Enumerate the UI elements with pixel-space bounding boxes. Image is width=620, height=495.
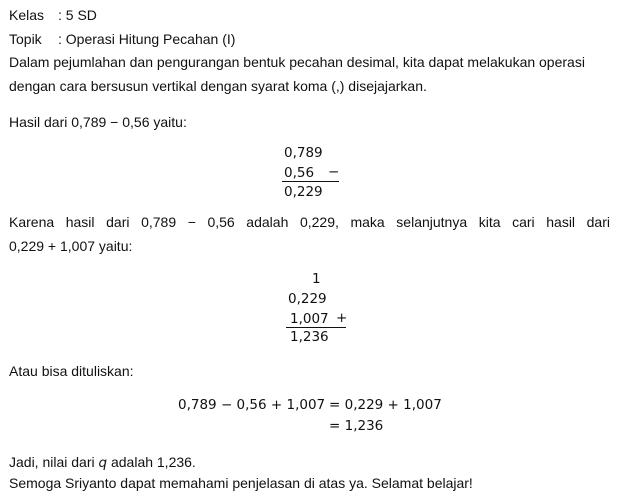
conclusion-prefix: Jadi, nilai dari <box>9 454 95 470</box>
intro-line-1: Dalam pejumlahan dan pengurangan bentuk pecahan desimal, kita dapat melakukan operasi <box>9 54 585 70</box>
topik-value: : Operasi Hitung Pecahan (I) <box>58 31 236 47</box>
step2-result: 1,236 <box>290 329 329 345</box>
step2-prompt-line-2: 0,229 + 1,007 yaitu: <box>9 238 133 254</box>
summary-line1-left: 0,789 − 0,56 + 1,007 <box>178 397 326 413</box>
conclusion-line-1 <box>9 453 196 472</box>
conclusion-variable: q <box>98 455 108 471</box>
kelas-value: : 5 SD <box>58 7 97 23</box>
step2-prompt-text: Karena hasil dari 0,789 − 0,56 adalah 0,229, maka selanjutnya kita cari hasil dari <box>9 214 610 230</box>
step2-bottom-number: 1,007 <box>290 311 329 327</box>
step1-minus-operator: − <box>328 164 340 180</box>
step1-bottom-number: 0,56 <box>284 165 315 181</box>
step2-carry: 1 <box>312 271 321 287</box>
intro-line-2: dengan cara bersusun vertikal dengan syarat koma (,) disejajarkan. <box>9 78 427 94</box>
conclusion-line-2: Semoga Sriyanto dapat memahami penjelasan di atas ya. Selamat belajar! <box>9 475 473 491</box>
step1-result: 0,229 <box>284 184 323 200</box>
conclusion-suffix: adalah 1,236. <box>110 454 196 470</box>
kelas-label: Kelas <box>9 7 45 23</box>
summary-intro: Atau bisa dituliskan: <box>9 363 134 379</box>
summary-line1-right: = 0,229 + 1,007 <box>329 397 442 413</box>
step2-top-number: 0,229 <box>288 291 327 307</box>
step1-top-number: 0,789 <box>284 145 323 161</box>
step2-plus-operator: + <box>336 310 348 326</box>
step1-prompt: Hasil dari 0,789 − 0,56 yaitu: <box>9 114 187 130</box>
summary-line2-right: = 1,236 <box>329 418 384 434</box>
step2-prompt-line-1 <box>9 210 610 234</box>
step1-result-line <box>282 181 339 182</box>
topik-label: Topik <box>9 31 42 47</box>
